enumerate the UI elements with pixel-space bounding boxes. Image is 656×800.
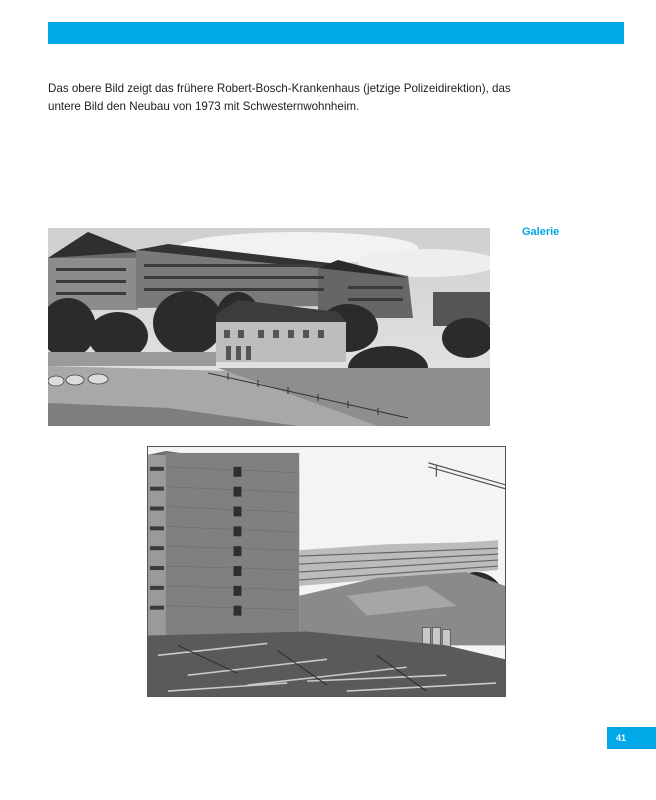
photo-old-hospital	[48, 228, 490, 426]
header-bar	[48, 22, 624, 44]
photo-old-hospital-image	[48, 228, 490, 426]
photo-new-building-1973	[147, 446, 506, 697]
photo-new-building-image	[148, 447, 505, 696]
page-number-badge	[607, 727, 656, 749]
photo-caption: Das obere Bild zeigt das frühere Robert-Bosch-Krankenhaus (jetzige Polizeidirektion), das untere Bild den Neubau von 1973 mit Schwesternwohnheim.	[48, 81, 511, 113]
gallery-label[interactable]: Galerie	[522, 226, 560, 238]
page-number: 41	[616, 733, 627, 743]
